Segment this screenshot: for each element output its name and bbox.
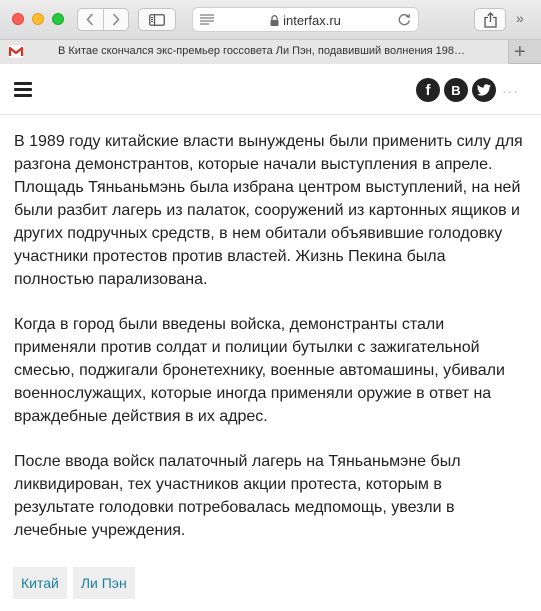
reload-icon[interactable] [398,13,411,26]
share-button[interactable] [474,8,506,31]
article-paragraph: После ввода войск палаточный лагерь на Тяньаньмэне был ликвидирован, тех участников акции протеста, которым в результате голодовки потребовалась медпомощь, увезли в лечебные учреждения. [14,453,461,539]
article-paragraph: В 1989 году китайские власти вынуждены были применить силу для разгона демонстрантов, которые начали выступления в апреле. Площадь Тяньаньмэнь была избрана центром выступлений, на ней были разбит лагерь из палаток, сооружений из картонных ящиков и других подручных средств, в нем обитали объявившие голодовку участники протестов против властей. Жизнь Пекина была полностью парализована. [14,133,523,288]
close-window-button[interactable] [12,13,24,25]
address-bar[interactable] [192,7,419,32]
tag-link[interactable]: Китай [13,567,67,599]
menu-icon[interactable] [14,82,32,97]
navigation-buttons [77,8,129,31]
article-paragraph: Когда в город были введены войска, демонстранты стали применяли против солдат и полиции бутылки с зажигательной смесью, поджигали бронетехнику, военные автомашины, убивали военнослужащих, которые иногда применяли оружие в ответ на враждебные действия в их адрес. [14,316,505,425]
sidebar-toggle-button[interactable] [138,8,176,31]
zoom-window-button[interactable] [52,13,64,25]
lock-icon [270,15,279,26]
toolbar-overflow-icon[interactable]: » [516,10,524,26]
sidebar-icon [149,14,165,26]
tab-title: В Китае скончался экс-премьер госсовета Ли Пэн, подавивший волнения 198… [58,45,466,57]
vk-share-icon[interactable]: B [444,78,468,102]
tag-list [13,567,135,599]
chevron-left-icon [86,13,94,26]
back-button[interactable] [78,9,103,30]
share-icon [484,12,497,28]
minimize-window-button[interactable] [32,13,44,25]
url-display [193,13,418,28]
forward-button[interactable] [103,9,129,30]
facebook-share-icon[interactable]: f [416,78,440,102]
url-text: interfax.ru [283,13,341,28]
more-share-icon[interactable]: ··· [502,83,519,99]
gmail-favicon-icon [8,45,24,58]
twitter-share-icon[interactable] [472,78,496,102]
tab-active[interactable] [0,40,509,64]
browser-toolbar [0,0,541,40]
chevron-right-icon [112,13,120,26]
article-body [14,130,526,564]
new-tab-button[interactable]: + [514,41,526,63]
tab-bar [0,40,541,64]
site-header [0,64,541,115]
tag-link[interactable]: Ли Пэн [73,567,135,599]
